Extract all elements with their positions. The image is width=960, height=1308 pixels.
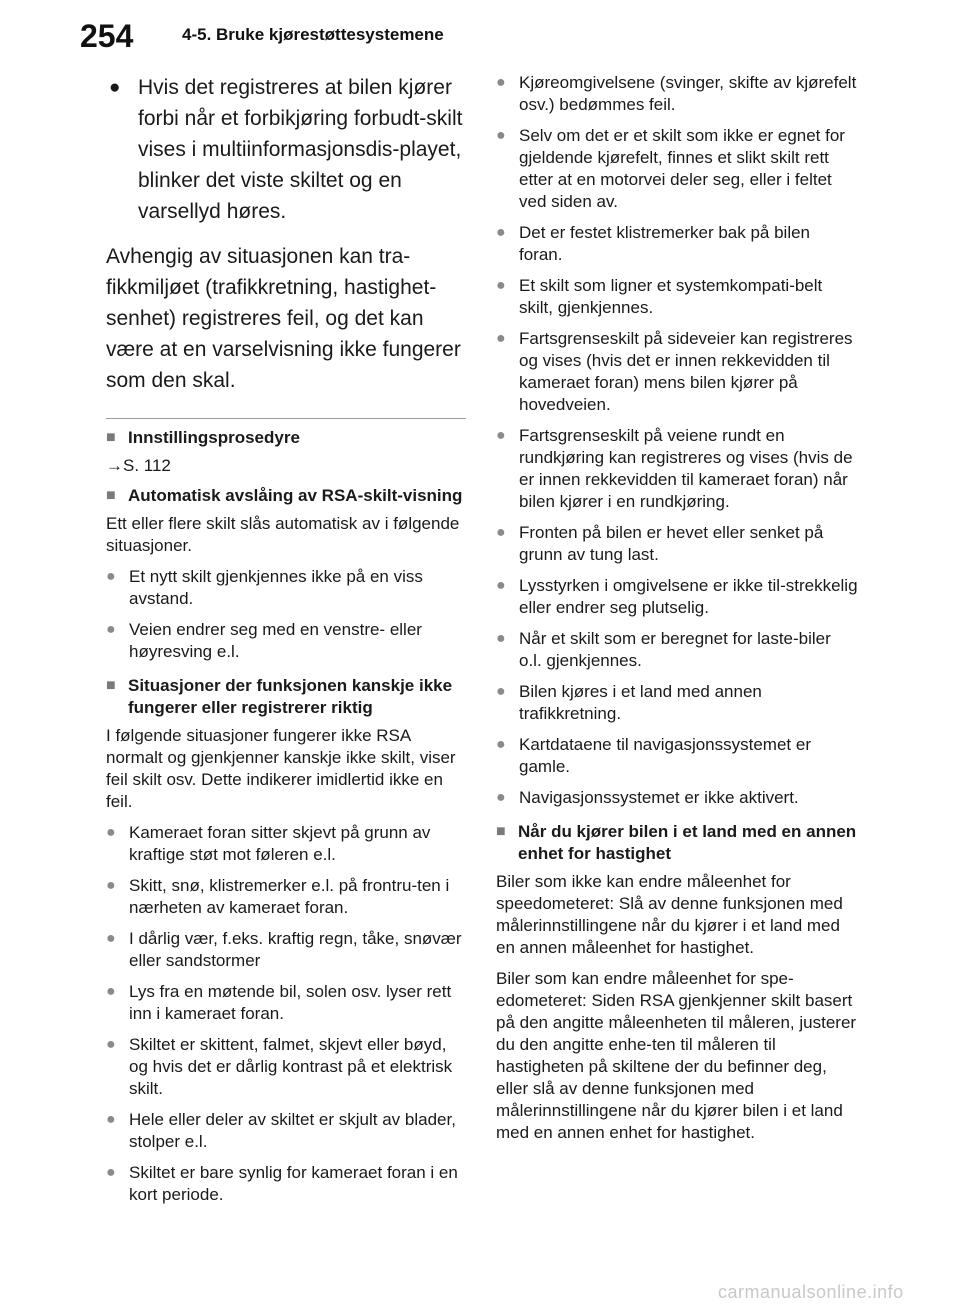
page-number: 254: [80, 18, 134, 54]
list-item-text: Kjøreomgivelsene (svinger, skifte av kjørefelt osv.) bedømmes feil.: [519, 73, 857, 114]
list-item-text: Hele eller deler av skiltet er skjult av blader, stolper e.l.: [129, 1110, 456, 1151]
paragraph: Ett eller flere skilt slås automatisk av i følgende situasjoner.: [106, 514, 460, 555]
list-item: [106, 875, 468, 919]
watermark: carmanualsonline.info: [718, 1282, 904, 1302]
paragraph: I følgende situasjoner fungerer ikke RSA normalt og gjenkjenner kanskje ikke skilt, viser feil skilt osv. Dette indikerer imidlertid ikke en feil.: [106, 726, 456, 811]
list-item-text: Skitt, snø, klistremerker e.l. på frontru-ten i nærheten av kameraet foran.: [129, 876, 450, 917]
list-item-text: Fronten på bilen er hevet eller senket på grunn av tung last.: [519, 523, 824, 564]
list-item: [106, 928, 468, 972]
list-item-text: Et skilt som ligner et systemkompati-belt skilt, gjenkjennes.: [519, 276, 823, 317]
bullet-icon: ●: [106, 877, 116, 894]
list-item-text: Kameraet foran sitter skjevt på grunn av kraftige støt mot føleren e.l.: [129, 823, 431, 864]
list-item: [106, 822, 468, 866]
bullet-icon: ●: [496, 224, 506, 241]
paragraph: Biler som ikke kan endre måleenhet for speedometeret: Slå av denne funksjonen med målerinnstillingene når du kjører i et land med en annen måleenhet for hastighet.: [496, 872, 843, 957]
page-reference-link[interactable]: →S. 112: [106, 456, 171, 475]
bullet-icon: ●: [106, 568, 116, 585]
bullet-icon: ●: [106, 824, 116, 841]
list-item: [106, 566, 468, 610]
bullet-icon: ●: [496, 524, 506, 541]
list-item: [496, 628, 858, 672]
list-item: [496, 787, 858, 809]
bullet-icon: ●: [106, 1036, 116, 1053]
list-item-text: Lys fra en møtende bil, solen osv. lyser rett inn i kameraet foran.: [129, 982, 452, 1023]
list-item: [496, 425, 858, 513]
list-item-text: Skiltet er bare synlig for kameraet foran i en kort periode.: [129, 1163, 458, 1204]
large-bullet-text: Hvis det registreres at bilen kjører forbi når et forbikjøring forbudt-skilt vises i multiinformasjonsdis-playet, blinker det viste skiltet og en varsellyd høres.: [138, 76, 463, 223]
list-item-text: Det er festet klistremerker bak på bilen foran.: [519, 223, 811, 264]
list-item-text: Kartdataene til navigasjonssystemet er gamle.: [519, 735, 811, 776]
paragraph: Biler som kan endre måleenhet for spe-edometeret: Siden RSA gjenkjenner skilt basert på den angitte måleenheten til måleren, justerer du den angitte enhe-ten til måleren til hastigheten på skiltene der du befinner deg, eller slå av denne funksjonen med målerinnstillingene når du kjører bilen i et land med en annen enhet for hastighet.: [496, 969, 857, 1142]
list-item: [106, 1109, 468, 1153]
square-bullet-icon: ■: [106, 677, 116, 694]
list-item-text: Bilen kjøres i et land med annen trafikkretning.: [519, 682, 762, 723]
large-paragraph: Avhengig av situasjonen kan tra-fikkmiljøet (trafikkretning, hastighet-senhet) registreres feil, og det kan være at en varselvisning ikke fungerer som den skal.: [106, 245, 461, 392]
list-item-text: Navigasjonssystemet er ikke aktivert.: [519, 788, 799, 807]
large-bullet-item: [106, 72, 468, 227]
list-item: [496, 681, 858, 725]
bullet-icon: ●: [496, 736, 506, 753]
list-item: [496, 734, 858, 778]
section-heading: [106, 485, 468, 507]
bullet-icon: ●: [496, 127, 506, 144]
bullet-icon: ●: [496, 577, 506, 594]
bullet-icon: ●: [106, 983, 116, 1000]
list-item: [106, 1162, 468, 1206]
list-item: [496, 222, 858, 266]
list-item: [106, 619, 468, 663]
section-title: 4-5. Bruke kjørestøttesystemene: [182, 25, 444, 44]
section-heading: [106, 427, 468, 449]
square-bullet-icon: ■: [106, 429, 116, 446]
list-item-text: Fartsgrenseskilt på sideveier kan registreres og vises (hvis det er innen rekkevidden til kameraet foran) mens bilen kjører på hovedveien.: [519, 329, 853, 414]
left-column: [106, 72, 468, 1206]
bullet-icon: ●: [496, 789, 506, 806]
list-item-text: Veien endrer seg med en venstre- eller høyresving e.l.: [129, 620, 422, 661]
bullet-icon: ●: [109, 77, 121, 98]
bullet-icon: ●: [496, 427, 506, 444]
page-header: [0, 0, 960, 72]
right-column: [496, 72, 858, 1144]
bullet-icon: ●: [496, 74, 506, 91]
list-item: [106, 1034, 468, 1100]
list-item: [496, 72, 858, 116]
list-item: [106, 981, 468, 1025]
bullet-icon: ●: [496, 277, 506, 294]
bullet-icon: ●: [106, 1111, 116, 1128]
list-item: [496, 125, 858, 213]
list-item: [496, 575, 858, 619]
heading-text: Situasjoner der funksjonen kanskje ikke fungerer eller registrerer riktig: [128, 676, 453, 717]
list-item-text: Skiltet er skittent, falmet, skjevt eller bøyd, og hvis det er dårlig kontrast på et elektrisk skilt.: [129, 1035, 453, 1098]
bullet-icon: ●: [106, 621, 116, 638]
list-item: [496, 522, 858, 566]
section-divider: [106, 418, 466, 419]
section-heading: [106, 675, 468, 719]
section-heading: [496, 821, 858, 865]
list-item-text: Et nytt skilt gjenkjennes ikke på en viss avstand.: [129, 567, 423, 608]
list-item-text: Lysstyrken i omgivelsene er ikke til-strekkelig eller endrer seg plutselig.: [519, 576, 858, 617]
heading-text: Når du kjører bilen i et land med en annen enhet for hastighet: [518, 822, 857, 863]
heading-text: Innstillingsprosedyre: [128, 428, 300, 447]
list-item: [496, 275, 858, 319]
bullet-icon: ●: [496, 683, 506, 700]
list-item: [496, 328, 858, 416]
list-item-text: Selv om det er et skilt som ikke er egnet for gjeldende kjørefelt, finnes et slikt skilt rett etter at en motorvei deler seg, eller i feltet ved siden av.: [519, 126, 845, 211]
list-item-text: Fartsgrenseskilt på veiene rundt en rundkjøring kan registreres og vises (hvis de er innen rekkevidden til kameraet foran) når bilen kjører i en rundkjøring.: [519, 426, 853, 511]
list-item-text: Når et skilt som er beregnet for laste-biler o.l. gjenkjennes.: [519, 629, 831, 670]
list-item-text: I dårlig vær, f.eks. kraftig regn, tåke, snøvær eller sandstormer: [129, 929, 462, 970]
bullet-icon: ●: [496, 630, 506, 647]
bullet-icon: ●: [496, 330, 506, 347]
square-bullet-icon: ■: [496, 823, 506, 840]
bullet-icon: ●: [106, 930, 116, 947]
heading-text: Automatisk avslåing av RSA-skilt-visning: [128, 486, 463, 505]
bullet-icon: ●: [106, 1164, 116, 1181]
square-bullet-icon: ■: [106, 487, 116, 504]
